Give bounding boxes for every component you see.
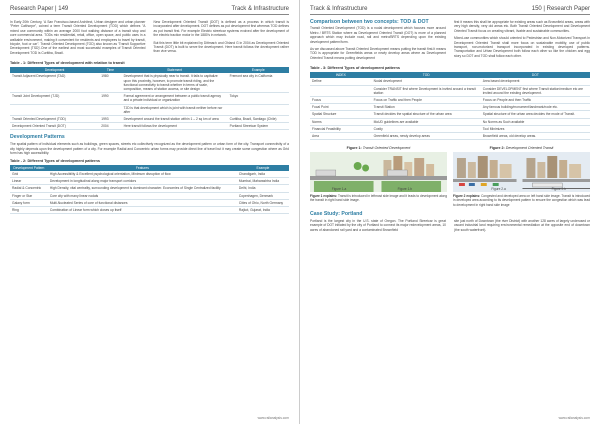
figure1-explanation-text: Transit is introduced in leftmost side image and it leads to development along the transit in right hand side image. <box>310 194 447 203</box>
tod-intro-paragraph: In Early 20th Century, 'A San Francisco-based Architect, Urban designer and urban planner "Peter Calthorpe", coined a term Transit Oriented Development (TOD) which defines "A mixed use community within an average 2000 foot walking distance of a transit stop and core commercial area. TODs mix residential, retail, office, open space, and public uses in a walkable environment, making it convenient for residents and employees to travel by transit, bicycle, foot or car". Transit Oriented Development (TOD) also known as 'Transit Supportive Development (TSD)'.One of the earliest and most successful examples of Transit Oriented Development TOD is Curitiba, Brazil. <box>10 20 146 55</box>
table1-header-cell: Development <box>10 67 99 73</box>
table-cell: Cities of Ohio, North Germany <box>237 199 289 206</box>
figure1-title: Transit Oriented Development <box>362 146 411 151</box>
table3-header-cell: DOT <box>481 72 590 78</box>
figure2-explanation-text: Congested and developed area on left hand side image. Transit is introduced in developed area according to its development pattern to ensure the congestion which was lead to development in right hand side image <box>453 194 590 207</box>
figure1-explanation-label: Figure 1 explains: <box>310 194 338 199</box>
table2-caption: Table - 2: Different Types of development patterns <box>10 158 100 163</box>
table-cell: Focus on People and then Traffic <box>481 97 590 104</box>
table-cell: Chandigarh, India <box>237 171 289 178</box>
table-cell: Finger or Star <box>10 192 48 199</box>
table-cell: Tool Minimizes <box>481 125 590 132</box>
table-cell: Development Oriented Transit (DOT) <box>10 123 99 130</box>
figure2b-label: Figure 2.b <box>551 187 566 192</box>
left-col-2 <box>154 20 290 58</box>
right-footer-url: www.railanalysis.com <box>558 416 590 420</box>
table-cell: Focal Point <box>310 104 372 111</box>
table-row <box>10 199 289 206</box>
development-patterns-heading: Development Patterns <box>10 134 65 141</box>
comparison-paragraph-1: Transit Oriented Development (TOD) is a nodal development which focuses more around Metro / BRTS Station where as Development Oriented Transit (DOT) is more of a planned approach which may include road, rail and metro/BRTS depending upon the existing development pattern/form. <box>310 26 446 44</box>
table-cell: Ring <box>10 206 48 213</box>
figures-row <box>310 152 590 192</box>
right-header-page-label: 150 | Research Paper <box>531 6 590 12</box>
left-footer-url: www.railanalysis.com <box>257 416 289 420</box>
table-cell: Multi-Nucleated Series of core of functional distances <box>48 199 237 206</box>
figure1-explanation <box>310 194 447 207</box>
table-cell: Linear <box>10 178 48 185</box>
table-cell: Brownfield areas, old develop areas. <box>481 133 590 140</box>
table-row <box>310 85 590 96</box>
table-cell: Greenfield areas, newly develop areas <box>372 133 481 140</box>
figure-captions <box>310 146 590 150</box>
table-cell: High Density, vital centrality, surrounding development is dominant character. Economies of Single Centralized facility <box>48 185 237 192</box>
table-cell: Consider DEVELOPMENT first where Transit station/medium etc are invited around the existing development. <box>481 85 590 96</box>
table-row <box>10 73 289 92</box>
comparison-heading: Comparison between two concepts: TOD & DOT <box>310 19 429 25</box>
table-row <box>310 78 590 85</box>
table-cell: Spatial structure of the urban area decides the mode of Transit. <box>481 111 590 118</box>
figure2-title: Development Oriented Transit <box>505 146 554 151</box>
table-cell: Grid <box>10 171 48 178</box>
table-row <box>10 206 289 213</box>
table-cell: Rajkot, Gujarat, India <box>237 206 289 213</box>
figure1-illustration <box>310 152 447 192</box>
table-cell <box>310 85 372 96</box>
right-page <box>300 0 600 424</box>
table-row <box>10 178 289 185</box>
table-cell: High Accessibility & Excellent psychological orientation, Minimum disruption of flow <box>48 171 237 178</box>
table-cell: Radial & Concentric <box>10 185 48 192</box>
table-cell: 1980 <box>99 73 121 92</box>
table-cell: Area based development <box>481 78 590 85</box>
figure1a-label: Figure 1.a <box>331 187 347 192</box>
table-cell: Nodal development <box>372 78 481 85</box>
table-cell: Focus on Traffic and then People <box>372 97 481 104</box>
figure2-caption <box>453 146 590 150</box>
table1-caption: Table - 1: Different Types of development with relation to transit <box>10 61 125 66</box>
table-row <box>310 104 590 111</box>
table2-header-cell: Features <box>48 165 237 171</box>
table-cell: Consider TRANSIT first where Development is invited around a transit station <box>372 85 481 96</box>
table-cell: Area <box>310 133 372 140</box>
development-types-table <box>10 67 289 130</box>
comparison-paragraph-2: As we discussed above Transit Oriented Development means putting the transit first.It means TOD is appropriate for Greenfields areas or newly develop areas where as Development Oriented Transit means putting development <box>310 47 446 60</box>
table-cell: Core city with many linear nodals <box>48 192 237 199</box>
table2-header-cell: Example <box>237 165 289 171</box>
table-cell: Financial Feasibility <box>310 125 372 132</box>
figure2-explanation-label: Figure 2 explains: <box>453 194 481 199</box>
table-cell: Formal agreement or arrangement between a public transit agency and a private individual or organization <box>122 93 228 104</box>
table-cell: 1993 <box>99 116 121 123</box>
table-row <box>310 97 590 104</box>
table-cell: Development in longitudinal along major transport corridors <box>48 178 237 185</box>
right-header-section: Track & Infrastructure <box>310 6 368 12</box>
table-cell: Here transit follows the development <box>122 123 228 130</box>
table-cell: Combination of Linear form which closes up itself <box>48 206 237 213</box>
table-cell: Tokyo <box>228 93 289 104</box>
table-cell: Transit Oriented Development (TOD) <box>10 116 99 123</box>
table-cell: Transit Adjacent Development (TAD) <box>10 73 99 92</box>
table-row <box>310 111 590 118</box>
figure1-caption <box>310 146 447 150</box>
dot-definition-paragraph: New Development Oriented Transit (DOT) is defined as a process in which transit is incorporated after development. DOT defines as put development first whereas TOD defines as put transit first. For example Electric streetcar systems evolved after the development of the electric traction motor in the 1880's in network. <box>153 20 289 38</box>
table-row <box>10 104 289 115</box>
table-cell <box>99 104 121 115</box>
dot-illustration <box>453 152 590 192</box>
table-cell: 1990 <box>99 93 121 104</box>
left-intro-columns <box>10 20 289 58</box>
table-cell: Transit Station <box>372 104 481 111</box>
table-cell: Fremont sea city in California <box>228 73 289 92</box>
table-cell: Transit decides the spatial structure of the urban area <box>372 111 481 118</box>
table3-header-cell: INDEX <box>310 72 372 78</box>
left-col-1 <box>10 20 146 58</box>
figure1b-label: Figure 1.b <box>397 187 413 192</box>
left-header-section: Track & Infrastructure <box>231 6 289 12</box>
table-row <box>310 125 590 132</box>
tod-dot-comparison-table <box>310 72 590 140</box>
comparison-paragraph-3: first it means this shall be appropriate for existing areas such as Brownfield areas, areas with very high density, very old areas etc. Both Transit Oriented Development and Development Oriented Transit focus on creating vibrant, livable and sustainable communities. <box>454 20 590 33</box>
dot-explained-paragraph: But this term little bit explained by Dittmar/c and Ohland G in 2004 as Development Oriented Transit (DOT) is built to serve the development. Here transit follows the development rather than vice versa. <box>153 40 289 54</box>
table-row <box>310 133 590 140</box>
left-running-head <box>10 0 289 15</box>
table-row <box>310 118 590 125</box>
table-row <box>10 192 289 199</box>
table-cell: Norms <box>310 118 372 125</box>
table-cell: Development around the transit station within 1 – 2 sq km of area <box>122 116 228 123</box>
table-cell: Spatial Structure <box>310 111 372 118</box>
tod-illustration <box>310 152 447 192</box>
table-cell <box>10 104 99 115</box>
right-col-2 <box>454 20 590 63</box>
figure2-label: Figure 2: <box>489 146 505 151</box>
figure2-illustration <box>453 152 590 192</box>
table-cell: Focus <box>310 97 372 104</box>
left-header-page-label: Research Paper | 149 <box>10 6 69 12</box>
table-cell <box>228 104 289 115</box>
case-study-heading: Case Study: Portland <box>310 210 363 217</box>
right-col-1 <box>310 20 446 63</box>
table-cell: Transit Joint Development (TJD) <box>10 93 99 104</box>
table-cell: Any famous building/monument/landmark/node etc. <box>481 104 590 111</box>
table2-header-cell: Development Pattern <box>10 165 48 171</box>
figure1-label: Figure 1: <box>346 146 362 151</box>
table-row <box>10 116 289 123</box>
table-row <box>10 171 289 178</box>
table-cell: Mumbai, Maharashtra India <box>237 178 289 185</box>
case-study-col-2: site just north of Downtown (the river District) with another 128 acres of largely underused or vacant industrial land requiring environmental remediation at the opposite end of downtown (the south waterfront). <box>454 218 590 232</box>
right-running-head <box>310 0 590 15</box>
right-intro-columns <box>310 20 590 63</box>
development-patterns-text: The spatial pattern of individual elements such as buildings, green spaces, streets etc collectively recognized as the development pattern or urban form of the city. Transport connectivity of a city highly depends upon the development pattern of a city. For example Radial and Concentric urban forms may provide direct line of travel but it may create some congestion where as Grid form has high accessibility. <box>10 142 289 156</box>
table-cell: Delhi, India <box>237 185 289 192</box>
table-cell: Development that is physically near to transit. It fails to capitalize upon this proximity, however, to promote transit riding, and the functional connectivity to transit whether in terms of scale, composition, means of station access, or site design <box>122 73 228 92</box>
table-row <box>10 93 289 104</box>
table1-header-cell: Example <box>228 67 289 73</box>
table1-header-cell: Statement <box>122 67 228 73</box>
table-cell: MoUD guidelines are available <box>372 118 481 125</box>
case-study-columns <box>310 219 590 232</box>
case-study-col-1: Portland is the largest city in the U.S. state of Oregon. The Portland Streetcar is great example of DOT initiated by the city of Portland to connect its major redevelopment areas, 10 acres of abandoned rail yard and a contaminated Brownfield <box>310 218 446 232</box>
table-cell: Galaxy form <box>10 199 48 206</box>
table3-header-cell: TOD <box>372 72 481 78</box>
table-cell: Costly <box>372 125 481 132</box>
table-cell: Curitiba, Brazil, Santiago (Chile) <box>228 116 289 123</box>
table3-caption: Table - 3: Different Types of development patterns <box>310 66 400 71</box>
table-cell: Copenhagen, Denmark <box>237 192 289 199</box>
comparison-paragraph-4: Mixed-use communities which should oriented to Pedestrian and Non-Motorized Transport.In Development Oriented Transit shall more focus on sustainable mobility, use of public transport, non-motorized transport incorporated in existing developed patterns. Transportation and Urban Development both follow each other so like the chicken and egg story so DOT and TOD shall follow each other. <box>454 36 590 58</box>
figure2-explanation <box>453 194 590 207</box>
figure-explanations <box>310 194 590 207</box>
table-row <box>10 185 289 192</box>
table-cell: Portland Streetcar System <box>228 123 289 130</box>
figure2a-label: Figure 2.a <box>491 187 506 192</box>
table1-header-cell: Time <box>99 67 121 73</box>
table-cell: Define <box>310 78 372 85</box>
table-cell: No Norms as Such available <box>481 118 590 125</box>
table-cell: TJD is that development which is joint with transit neither before nor after <box>122 104 228 115</box>
table-row <box>10 123 289 130</box>
table-cell: 2004 <box>99 123 121 130</box>
development-patterns-table <box>10 165 289 214</box>
